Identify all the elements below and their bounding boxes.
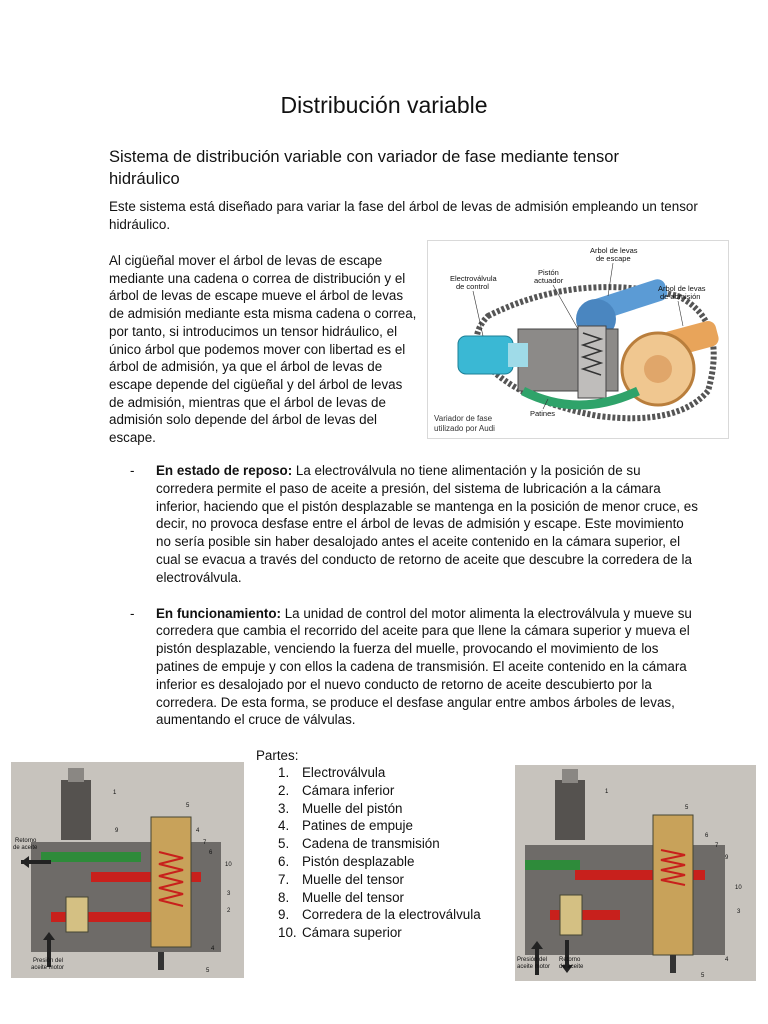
callout: 4: [725, 957, 729, 963]
callout: 1: [605, 789, 609, 795]
tensor-operating-diagram: [515, 765, 756, 981]
part-item: [278, 906, 481, 924]
label-pressure-2: aceite motor: [31, 965, 65, 971]
part-number: 9.: [278, 907, 290, 923]
part-item: [278, 835, 481, 853]
bullet-dash: -: [130, 463, 135, 478]
callout: 2: [227, 908, 231, 914]
solenoid-housing: [555, 780, 585, 840]
part-label: Muelle del tensor: [302, 889, 404, 905]
return-channel: [41, 852, 141, 862]
label-pressure-1: Presión del: [33, 958, 64, 964]
part-label: Corredera de la electroválvula: [302, 907, 481, 923]
return-channel: [525, 860, 580, 870]
callout: 9: [725, 855, 729, 861]
callout: 4: [211, 946, 215, 952]
part-number: 10.: [278, 925, 297, 941]
callout: 10: [735, 885, 742, 891]
part-number: 6.: [278, 853, 290, 869]
label-valve-2: de control: [456, 282, 489, 291]
bullet-label: En funcionamiento:: [156, 605, 281, 621]
parts-list: [278, 764, 481, 942]
part-item: [278, 889, 481, 907]
part-number: 4.: [278, 818, 290, 834]
chain-explanation-paragraph: Al cigüeñal mover el árbol de levas de escape mediante una cadena o correa de distribución y el árbol de levas de escape mueve el árbol de levas de admisión mediante esta misma cadena o correa, por tanto, si introducimos un tensor hidráulico, el único árbol que podemos mover con libertad es el árbol de admisión, ya que el árbol de levas de escape depende del cigüeñal y del árbol de levas de admisión, mientras que el árbol de levas de admisión solo depende del árbol de levas del escape.: [109, 253, 417, 446]
bullet-operating-state: [130, 605, 700, 730]
label-valve-1: Electroválvula: [450, 274, 497, 283]
part-label: Cámara superior: [302, 925, 402, 941]
part-label: Pistón desplazable: [302, 853, 415, 869]
label-intake-cam-2: de admisión: [660, 292, 701, 301]
part-item: [278, 817, 481, 835]
part-number: 8.: [278, 889, 290, 905]
part-number: 7.: [278, 871, 290, 887]
tensor-body: [518, 326, 618, 398]
bullet-text: La electroválvula no tiene alimentación y la posición de su corredera permite el paso de aceite a presión, del sistema de lubricación a la cámara inferior, haciendo que el pistón desplazable se mantenga en la posición de menor cruce, es decir, no provoca desfase entre el árbol de levas de admisión y escape. Este movimiento no sería posible sin haber desalojado antes el aceite contenido en la cámara superior, el cual se evacua a través del conducto de retorno de aceite que descubre la corredera de la electroválvula.: [156, 463, 698, 585]
operating-states-list: [130, 462, 700, 747]
part-item: [278, 782, 481, 800]
callout: 3: [737, 909, 741, 915]
intro-paragraph: Este sistema está diseñado para variar la fase del árbol de levas de admisión empleando un tensor hidráulico.: [109, 199, 698, 232]
part-item: [278, 764, 481, 782]
label-piston-2: actuador: [534, 276, 564, 285]
part-label: Muelle del pistón: [302, 800, 403, 816]
document-title: Distribución variable: [280, 92, 488, 118]
tensor-cylinder: [653, 815, 693, 955]
callout: 10: [225, 862, 232, 868]
tensor-operating-photo: [515, 765, 756, 981]
caption-line-1: Variador de fase: [434, 414, 493, 423]
part-label: Muelle del tensor: [302, 871, 404, 887]
callout: 3: [227, 891, 231, 897]
label-pads: Patines: [530, 409, 556, 418]
label-pressure-2: aceite motor: [517, 964, 551, 970]
callout: 5: [186, 803, 190, 809]
label-pressure-1: Presión del: [517, 957, 548, 963]
callout: 6: [705, 833, 709, 839]
part-number: 3.: [278, 800, 290, 816]
tensor-cylinder: [151, 817, 191, 947]
label-exhaust-cam-1: Arbol de levas: [590, 246, 638, 255]
part-label: Cadena de transmisión: [302, 836, 440, 852]
label-piston-1: Pistón: [538, 268, 559, 277]
part-item: [278, 924, 481, 942]
part-number: 2.: [278, 782, 290, 798]
callout: 7: [715, 843, 719, 849]
solenoid-housing: [61, 780, 91, 840]
callout: 5: [701, 973, 705, 979]
phase-variator-illustration: [428, 241, 728, 438]
part-item: [278, 871, 481, 889]
label-return-2: de aceite: [13, 845, 38, 851]
label-exhaust-cam-2: de escape: [596, 254, 631, 263]
label-return-1: Retorno: [15, 838, 37, 844]
bullet-rest-state: [130, 462, 700, 587]
phase-variator-figure: [427, 240, 729, 439]
callout: 5: [206, 968, 210, 974]
bullet-dash: -: [130, 605, 135, 621]
part-label: Cámara inferior: [302, 782, 395, 798]
label-return-1: Retorno: [559, 957, 581, 963]
part-label: Electroválvula: [302, 765, 386, 780]
tensor-rest-photo: [11, 762, 244, 978]
section-subtitle: Sistema de distribución variable con variador de fase mediante tensor hidráulico: [109, 148, 619, 188]
label-return-2: de aceite: [559, 964, 584, 970]
bullet-label: En estado de reposo:: [156, 463, 293, 478]
callout: 6: [209, 850, 213, 856]
callout: 4: [196, 828, 200, 834]
callout: 1: [113, 790, 117, 796]
bullet-text: La unidad de control del motor alimenta la electroválvula y mueve su corredera que cambia el recorrido del aceite para que llene la cámara superior y mueva el pistón desplazable, venciendo la fuerza del muelle, provocando el movimiento de los patines de empuje y con ellos la cadena de transmisión. El aceite contenido en la cámara inferior es desalojado por el nuevo conducto de retorno de aceite descubierto por la corredera. De esta forma, se produce el desfase angular entre ambos árboles de levas, aumentando el cruce de válvulas.: [156, 605, 692, 728]
part-label: Patines de empuje: [302, 818, 413, 834]
part-number: 5.: [278, 836, 290, 852]
part-item: [278, 800, 481, 818]
callout: 5: [685, 805, 689, 811]
tensor-rest-diagram: [11, 762, 244, 978]
part-item: [278, 853, 481, 871]
callout: 9: [115, 828, 119, 834]
part-number: 1.: [278, 765, 290, 780]
caption-line-2: utilizado por Audi: [434, 424, 495, 433]
label-intake-cam-1: Arbol de levas: [658, 284, 706, 293]
figure-caption: [434, 414, 495, 433]
callout: 7: [203, 840, 207, 846]
parts-title: Partes:: [256, 748, 299, 763]
